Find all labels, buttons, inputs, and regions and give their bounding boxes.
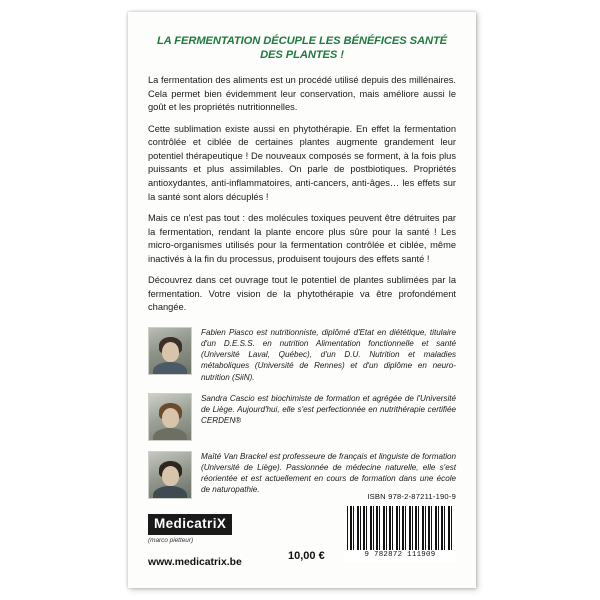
author-bio-text: Maïté Van Brackel est professeure de français et linguiste de formation (Université de Liège). Passionnée de médecine naturelle, elle s'est réorientée et est actuellement en cours de formation dans une école de naturopathie. [201, 451, 456, 495]
author-entry [148, 327, 456, 383]
book-back-cover [128, 12, 476, 588]
publisher-subtitle: (marco pietteur) [148, 537, 194, 545]
author-bio-text: Sandra Cascio est biochimiste de formation et agrégée de l'Université de Liège. Aujourd'hui, elle s'est perfectionnée en nutrithérapie certifiée CERDEN® [201, 393, 456, 426]
author-photo-sandra-cascio [148, 393, 192, 441]
author-entry [148, 393, 456, 441]
description-text [148, 74, 456, 315]
barcode-bars [347, 506, 453, 550]
page-title: LA FERMENTATION DÉCUPLE LES BÉNÉFICES SANTÉ DES PLANTES ! [156, 35, 448, 61]
cover-content [128, 12, 476, 588]
paragraph-4: Découvrez dans cet ouvrage tout le potentiel de plantes sublimées par la fermentation. Votre vision de la phytothérapie va être profondément changée. [148, 275, 456, 313]
isbn-text: ISBN 978-2-87211-190-9 [367, 492, 456, 501]
barcode-number: 9 782872 111909 [364, 551, 436, 559]
paragraph-2: Cette sublimation existe aussi en phytothérapie. En effet la fermentation contrôlée et ciblée de certaines plantes augmente grandement leur potentiel thérapeutique ! De nouveaux composés se forment, à la fois plus puissants et plus assimilables. On parle de postbiotiques. Propriétés antioxydantes, anti-inflammatoires, anti-cancers, anti-âges… les effets sur la santé sont alors décuplés ! [148, 123, 456, 202]
publisher-name: MedicatriX [148, 514, 232, 535]
publisher-logo [148, 514, 266, 568]
author-bio-text: Fabien Piasco est nutritionniste, diplômé d'Etat en diététique, titulaire d'un D.E.S.S. en nutrition Alimentation fonctionnelle et santé (Université Laval, Québec), d'un D.U. Nutrition et maladies métaboliques (Université de Rennes) et d'un diplôme en neuro-nutrition (SiiN). [201, 328, 456, 382]
author-photo-fabien-piasco [148, 327, 192, 375]
paragraph-1: La fermentation des aliments est un procédé utilisé depuis des millénaires. Cela permet bien évidemment leur conservation, mais améliore aussi le goût et les propriétés nutritionnelles. [148, 75, 456, 113]
cover-footer [148, 492, 456, 578]
publisher-website: www.medicatrix.be [148, 557, 242, 569]
paragraph-3: Mais ce n'est pas tout : des molécules toxiques peuvent être détruites par la fermentation, rendant la plante encore plus sûre pour la santé ! Les micro-organismes utilisés pour la fermentation contrôlée et ciblée, même inactivés à la fin du processus, produisent toujours des effets santé ! [148, 213, 456, 264]
authors-section [148, 327, 456, 499]
price-label: 10,00 € [288, 550, 325, 562]
barcode [344, 504, 456, 562]
